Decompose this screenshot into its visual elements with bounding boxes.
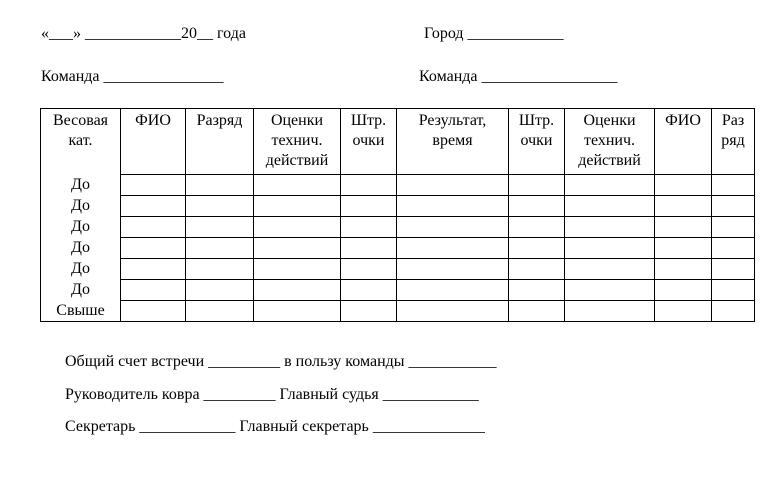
- city-line: Город ____________: [424, 25, 564, 42]
- col-header-name-left: ФИО: [121, 109, 186, 175]
- table-cell[interactable]: [655, 238, 712, 259]
- referees-line: Руководитель ковра _________ Главный судья ____________: [65, 386, 479, 403]
- table-cell[interactable]: [254, 238, 341, 259]
- table-cell[interactable]: [397, 196, 509, 217]
- table-cell[interactable]: [397, 301, 509, 322]
- table-cell[interactable]: [712, 217, 755, 238]
- table-cell[interactable]: [509, 280, 565, 301]
- table-cell[interactable]: [341, 259, 397, 280]
- table-cell[interactable]: [397, 238, 509, 259]
- weight-category-cell: До: [41, 259, 121, 280]
- table-cell[interactable]: [655, 196, 712, 217]
- weight-category-cell: До: [41, 280, 121, 301]
- table-cell[interactable]: [712, 301, 755, 322]
- team-left-line: Команда _______________: [41, 68, 224, 85]
- weight-category-cell: До: [41, 238, 121, 259]
- table-cell[interactable]: [121, 217, 186, 238]
- table-cell[interactable]: [341, 280, 397, 301]
- table-cell[interactable]: [254, 196, 341, 217]
- table-cell[interactable]: [565, 238, 655, 259]
- table-cell[interactable]: [121, 238, 186, 259]
- table-row: [41, 175, 755, 196]
- table-cell[interactable]: [655, 217, 712, 238]
- table-row: [41, 217, 755, 238]
- table-cell[interactable]: [186, 259, 254, 280]
- col-header-rank-left: Разряд: [186, 109, 254, 175]
- table-row: [41, 238, 755, 259]
- table-row: [41, 196, 755, 217]
- table-cell[interactable]: [341, 238, 397, 259]
- weight-category-cell: До: [41, 217, 121, 238]
- table-cell[interactable]: [121, 259, 186, 280]
- table-cell[interactable]: [397, 217, 509, 238]
- table-cell[interactable]: [186, 238, 254, 259]
- table-cell[interactable]: [655, 259, 712, 280]
- col-header-rank-right: Раз ряд: [712, 109, 755, 175]
- table-cell[interactable]: [186, 175, 254, 196]
- table-cell[interactable]: [121, 301, 186, 322]
- table-cell[interactable]: [712, 238, 755, 259]
- col-header-result: Результат, время: [397, 109, 509, 175]
- table-cell[interactable]: [565, 259, 655, 280]
- table-cell[interactable]: [121, 280, 186, 301]
- table-cell[interactable]: [565, 280, 655, 301]
- table-cell[interactable]: [254, 175, 341, 196]
- results-table: [40, 108, 755, 322]
- table-cell[interactable]: [712, 175, 755, 196]
- table-cell[interactable]: [254, 280, 341, 301]
- table-cell[interactable]: [397, 280, 509, 301]
- date-line: «___» ____________20__ года: [41, 25, 246, 42]
- table-cell[interactable]: [712, 259, 755, 280]
- table-row: [41, 259, 755, 280]
- table-row: [41, 301, 755, 322]
- col-header-penalty-right: Штр. очки: [509, 109, 565, 175]
- table-cell[interactable]: [509, 196, 565, 217]
- table-cell[interactable]: [565, 196, 655, 217]
- table-row: [41, 280, 755, 301]
- table-cell[interactable]: [655, 280, 712, 301]
- table-header-row: [41, 109, 755, 175]
- table-cell[interactable]: [509, 217, 565, 238]
- table-cell[interactable]: [341, 175, 397, 196]
- col-header-penalty-left: Штр. очки: [341, 109, 397, 175]
- table-cell[interactable]: [509, 301, 565, 322]
- table-cell[interactable]: [565, 217, 655, 238]
- table-cell[interactable]: [397, 259, 509, 280]
- weight-category-cell: До: [41, 196, 121, 217]
- table-cell[interactable]: [186, 217, 254, 238]
- table-cell[interactable]: [186, 196, 254, 217]
- weight-category-cell: До: [41, 175, 121, 196]
- table-cell[interactable]: [341, 196, 397, 217]
- table-cell[interactable]: [712, 196, 755, 217]
- table-cell[interactable]: [341, 301, 397, 322]
- table-cell[interactable]: [655, 301, 712, 322]
- table-cell[interactable]: [565, 175, 655, 196]
- table-cell[interactable]: [509, 175, 565, 196]
- table-cell[interactable]: [254, 259, 341, 280]
- table-cell[interactable]: [397, 175, 509, 196]
- secretaries-line: Секретарь ____________ Главный секретарь ______________: [65, 418, 485, 435]
- table-cell[interactable]: [655, 175, 712, 196]
- weight-category-cell: Свыше: [41, 301, 121, 322]
- table-cell[interactable]: [254, 301, 341, 322]
- col-header-weight: Весовая кат.: [41, 109, 121, 175]
- team-right-line: Команда _________________: [419, 68, 618, 85]
- table-cell[interactable]: [509, 238, 565, 259]
- table-cell[interactable]: [121, 196, 186, 217]
- table-cell[interactable]: [186, 280, 254, 301]
- table-cell[interactable]: [341, 217, 397, 238]
- table-cell[interactable]: [186, 301, 254, 322]
- table-cell[interactable]: [121, 175, 186, 196]
- meeting-score-line: Общий счет встречи _________ в пользу команды ___________: [65, 353, 497, 370]
- table-cell[interactable]: [712, 280, 755, 301]
- table-cell[interactable]: [254, 217, 341, 238]
- table-cell[interactable]: [565, 301, 655, 322]
- col-header-scores-left: Оценки технич. действий: [254, 109, 341, 175]
- table-cell[interactable]: [509, 259, 565, 280]
- col-header-name-right: ФИО: [655, 109, 712, 175]
- col-header-scores-right: Оценки технич. действий: [565, 109, 655, 175]
